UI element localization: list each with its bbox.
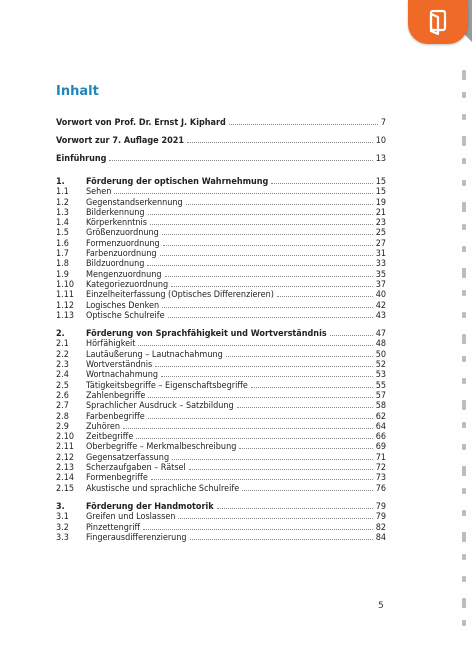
toc-front-matter-entry[interactable] — [56, 114, 386, 132]
toc-entry-page: 33 — [375, 259, 386, 270]
toc-entry-page: 19 — [375, 197, 386, 208]
toc-entry-page: 43 — [375, 310, 386, 321]
toc-entry-page: 58 — [375, 401, 386, 412]
toc-entry-number: 1.6 — [56, 238, 69, 249]
toc-entry-title: Wortverständnis — [86, 360, 153, 371]
toc-entry-title: Förderung der Handmotorik — [86, 501, 214, 512]
toc-entry[interactable] — [56, 452, 386, 462]
dot-leader — [237, 400, 373, 408]
toc-entry-title: Einzelheiterfassung (Optisches Differenzieren) — [86, 290, 274, 301]
dot-leader — [162, 300, 373, 308]
page-edge-strip — [452, 40, 472, 640]
toc-entry-number: 1.5 — [56, 228, 69, 239]
toc-entry-number: 1.11 — [56, 290, 75, 301]
toc-entry[interactable] — [56, 411, 386, 421]
dot-leader — [229, 117, 378, 125]
toc-entry[interactable] — [56, 483, 386, 493]
edge-tick — [462, 70, 466, 80]
dot-leader — [277, 289, 373, 297]
toc-entry-number: 2.5 — [56, 380, 69, 391]
toc-entry-page: 50 — [375, 349, 386, 360]
toc-entry[interactable] — [56, 472, 386, 482]
edge-tick — [462, 466, 466, 476]
toc-entry-title: Gegensatzerfassung — [86, 452, 170, 463]
dot-leader — [114, 186, 372, 194]
toc-entry-title: Fingerausdifferenzierung — [86, 532, 187, 543]
toc-entry-number: 3.3 — [56, 532, 69, 543]
toc-entry-title: Optische Schulreife — [86, 310, 165, 321]
toc-entry[interactable] — [56, 310, 386, 320]
toc-entry-title: Farbenbegriffe — [86, 411, 145, 422]
edge-tick — [462, 488, 466, 494]
dot-leader — [168, 310, 373, 318]
toc-entry-title: Bilderkennung — [86, 207, 145, 218]
toc-entry[interactable] — [56, 462, 386, 472]
toc-title: Inhalt — [56, 84, 99, 99]
toc-entry-number: 1.13 — [56, 310, 75, 321]
toc-entry[interactable] — [56, 227, 386, 237]
edge-tick — [462, 422, 466, 428]
toc-entry-number: 2. — [56, 329, 65, 340]
toc-entry-page: 47 — [375, 329, 386, 340]
toc-entry-page: 21 — [375, 207, 386, 218]
toc-entry[interactable] — [56, 300, 386, 310]
toc-entry-title: Scherzaufgaben – Rätsel — [86, 463, 186, 474]
toc-entry-title: Zeitbegriffe — [86, 432, 134, 443]
toc-entry-page: 73 — [375, 473, 386, 484]
toc-entry-page: 31 — [375, 249, 386, 260]
dot-leader — [190, 532, 373, 540]
dot-leader — [147, 258, 372, 266]
dot-leader — [242, 483, 372, 491]
edge-tick — [462, 356, 466, 362]
toc-entry-page: 72 — [375, 463, 386, 474]
toc-entry[interactable] — [56, 369, 386, 379]
toc-entry-number: 3.1 — [56, 512, 69, 523]
toc-entry-page: 76 — [375, 483, 386, 494]
toc-entry-title: Gegenstandserkennung — [86, 197, 183, 208]
toc-entry-title: Wortnachahmung — [86, 370, 158, 381]
edge-tick — [462, 268, 466, 278]
toc-entry-page: 7 — [380, 118, 386, 128]
edge-tick — [462, 290, 466, 296]
toc-entry[interactable] — [56, 359, 386, 369]
toc-entry-number: 1.1 — [56, 187, 69, 198]
toc-entry-title: Tätigkeitsbegriffe – Eigenschaftsbegriffe — [86, 380, 248, 391]
toc-entry-page: 79 — [375, 501, 386, 512]
edge-tick — [462, 224, 466, 230]
toc-entry-page: 64 — [375, 421, 386, 432]
toc-section-heading[interactable] — [56, 328, 386, 338]
toc-entry[interactable] — [56, 186, 386, 196]
dot-leader — [178, 511, 372, 519]
dot-leader — [187, 135, 373, 143]
edge-tick — [462, 554, 466, 560]
dot-leader — [136, 431, 372, 439]
toc-entry[interactable] — [56, 238, 386, 248]
toc-entry-number: 2.11 — [56, 442, 75, 453]
section-gap — [56, 320, 386, 328]
dot-leader — [172, 452, 373, 460]
dot-leader — [239, 441, 372, 449]
toc-entry-number: 2.6 — [56, 390, 69, 401]
toc-entry[interactable] — [56, 279, 386, 289]
table-of-contents — [56, 114, 386, 542]
toc-entry-page: 69 — [375, 442, 386, 453]
toc-entry-title: Hörfähigkeit — [86, 339, 136, 350]
toc-entry-page: 35 — [375, 269, 386, 280]
toc-entry-page: 53 — [375, 370, 386, 381]
edge-tick — [462, 312, 466, 318]
reader-icon — [425, 8, 451, 36]
dot-leader — [155, 359, 372, 367]
section-gap — [56, 493, 386, 501]
toc-entry-page: 37 — [375, 279, 386, 290]
toc-entry-title: Zuhören — [86, 421, 121, 432]
toc-entry-page: 52 — [375, 360, 386, 371]
edge-tick — [462, 510, 466, 516]
toc-entry-number: 1.9 — [56, 269, 69, 280]
toc-section-heading[interactable] — [56, 501, 386, 511]
edge-tick — [462, 620, 466, 626]
toc-entry-title: Formenzuordnung — [86, 238, 160, 249]
dot-leader — [217, 501, 373, 509]
toc-entry[interactable] — [56, 380, 386, 390]
toc-entry-title: Zahlenbegriffe — [86, 390, 146, 401]
toc-entry-number: 1.12 — [56, 300, 75, 311]
toc-entry-page: 71 — [375, 452, 386, 463]
toc-entry-number: 1.8 — [56, 259, 69, 270]
dot-leader — [148, 207, 373, 215]
toc-entry-page: 10 — [375, 136, 386, 146]
dot-leader — [271, 176, 372, 184]
dot-leader — [251, 380, 373, 388]
dot-leader — [186, 197, 373, 205]
edge-tick — [462, 598, 466, 608]
toc-entry-title: Sprachlicher Ausdruck – Satzbildung — [86, 401, 234, 412]
edge-tick — [462, 378, 466, 384]
toc-entry-title: Einführung — [56, 154, 107, 164]
edge-tick — [462, 444, 466, 450]
toc-entry-title: Pinzettengriff — [86, 522, 141, 533]
toc-entry[interactable] — [56, 431, 386, 441]
toc-entry-page: 15 — [375, 177, 386, 187]
toc-entry-title: Akustische und sprachliche Schulreife — [86, 483, 240, 494]
edge-tick — [462, 202, 466, 212]
edge-tick — [462, 92, 466, 98]
toc-section-heading[interactable] — [56, 176, 386, 186]
toc-entry-title: Logisches Denken — [86, 300, 160, 311]
toc-entry-page: 62 — [375, 411, 386, 422]
toc-entry-title: Mengenzuordnung — [86, 269, 162, 280]
toc-entry[interactable] — [56, 258, 386, 268]
toc-entry-page: 84 — [375, 532, 386, 543]
toc-entry-title: Sehen — [86, 187, 112, 198]
dot-leader — [160, 248, 373, 256]
edge-tick — [462, 334, 466, 344]
toc-entry-number: 2.4 — [56, 370, 69, 381]
toc-entry-number: 1. — [56, 177, 65, 187]
dot-leader — [123, 421, 373, 429]
toc-entry-number: 2.2 — [56, 349, 69, 360]
toc-entry[interactable] — [56, 349, 386, 359]
toc-entry-number: 1.2 — [56, 197, 69, 208]
toc-entry-title: Greifen und Loslassen — [86, 512, 176, 523]
toc-entry-title: Kategoriezuordnung — [86, 279, 169, 290]
dot-leader — [143, 522, 373, 530]
toc-entry-page: 13 — [375, 154, 386, 164]
dot-leader — [162, 227, 373, 235]
dot-leader — [138, 338, 372, 346]
toc-entry-page: 79 — [375, 512, 386, 523]
toc-entry-page: 25 — [375, 228, 386, 239]
edge-tick — [462, 576, 466, 582]
toc-entry[interactable] — [56, 248, 386, 258]
toc-entry-title: Größenzuordnung — [86, 228, 159, 239]
toc-entry-number: 2.14 — [56, 473, 75, 484]
toc-entry-title: Oberbegriffe – Merkmalbeschreibung — [86, 442, 237, 453]
toc-entry-page: 40 — [375, 290, 386, 301]
dot-leader — [165, 269, 373, 277]
toc-entry[interactable] — [56, 217, 386, 227]
toc-entry[interactable] — [56, 390, 386, 400]
edge-tick — [462, 532, 466, 542]
dot-leader — [163, 238, 373, 246]
toc-entry-number: 1.10 — [56, 279, 75, 290]
toc-entry-title: Vorwort von Prof. Dr. Ernst J. Kiphard — [56, 118, 226, 128]
toc-entry-number: 2.8 — [56, 411, 69, 422]
section-gap — [56, 168, 386, 176]
toc-entry-title: Körperkenntnis — [86, 218, 147, 229]
dot-leader — [148, 390, 372, 398]
toc-entry-title: Formenbegriffe — [86, 473, 148, 484]
toc-front-matter-entry[interactable] — [56, 132, 386, 150]
toc-entry-page: 15 — [375, 187, 386, 198]
toc-entry[interactable] — [56, 207, 386, 217]
edge-tick — [462, 158, 466, 164]
toc-entry[interactable] — [56, 511, 386, 521]
toc-entry[interactable] — [56, 400, 386, 410]
toc-entry-page: 27 — [375, 238, 386, 249]
toc-entry-title: Förderung von Sprachfähigkeit und Wortverständnis — [86, 329, 327, 340]
toc-entry-number: 2.3 — [56, 360, 69, 371]
dot-leader — [161, 369, 373, 377]
toc-entry-page: 48 — [375, 339, 386, 350]
edge-tick — [462, 136, 466, 146]
toc-entry-number: 1.4 — [56, 218, 69, 229]
dot-leader — [150, 217, 373, 225]
toc-entry-number: 1.3 — [56, 207, 69, 218]
toc-entry-number: 2.12 — [56, 452, 75, 463]
toc-entry-number: 2.15 — [56, 483, 75, 494]
toc-entry-number: 2.10 — [56, 432, 75, 443]
toc-entry-title: Förderung der optischen Wahrnehmung — [86, 177, 269, 187]
dot-leader — [151, 472, 373, 480]
dot-leader — [189, 462, 373, 470]
toc-entry-number: 2.9 — [56, 421, 69, 432]
toc-entry-title: Lautäußerung – Lautnachahmung — [86, 349, 223, 360]
page-number: 5 — [378, 601, 384, 611]
toc-entry[interactable] — [56, 522, 386, 532]
reader-button[interactable] — [408, 0, 468, 44]
edge-tick — [462, 246, 466, 252]
toc-entry-number: 1.7 — [56, 249, 69, 260]
toc-entry-number: 2.13 — [56, 463, 75, 474]
edge-tick — [462, 400, 466, 410]
toc-entry[interactable] — [56, 338, 386, 348]
toc-entry-number: 2.1 — [56, 339, 69, 350]
toc-entry-page: 55 — [375, 380, 386, 391]
toc-entry-number: 3. — [56, 501, 65, 512]
dot-leader — [171, 279, 373, 287]
toc-entry-number: 3.2 — [56, 522, 69, 533]
toc-entry[interactable] — [56, 532, 386, 542]
toc-entry-page: 42 — [375, 300, 386, 311]
toc-entry-title: Farbenzuordnung — [86, 249, 157, 260]
toc-entry[interactable] — [56, 441, 386, 451]
dot-leader — [148, 411, 373, 419]
dot-leader — [330, 328, 373, 336]
dot-leader — [109, 153, 372, 161]
edge-tick — [462, 114, 466, 120]
toc-entry[interactable] — [56, 289, 386, 299]
toc-entry-page: 23 — [375, 218, 386, 229]
dot-leader — [226, 349, 373, 357]
toc-entry-page: 82 — [375, 522, 386, 533]
toc-entry[interactable] — [56, 269, 386, 279]
toc-entry[interactable] — [56, 197, 386, 207]
toc-entry-page: 57 — [375, 390, 386, 401]
toc-entry-number: 2.7 — [56, 401, 69, 412]
toc-entry-page: 66 — [375, 432, 386, 443]
toc-entry-title: Bildzuordnung — [86, 259, 145, 270]
toc-entry-title: Vorwort zur 7. Auflage 2021 — [56, 136, 185, 146]
toc-front-matter-entry[interactable] — [56, 150, 386, 168]
edge-tick — [462, 180, 466, 186]
toc-entry[interactable] — [56, 421, 386, 431]
